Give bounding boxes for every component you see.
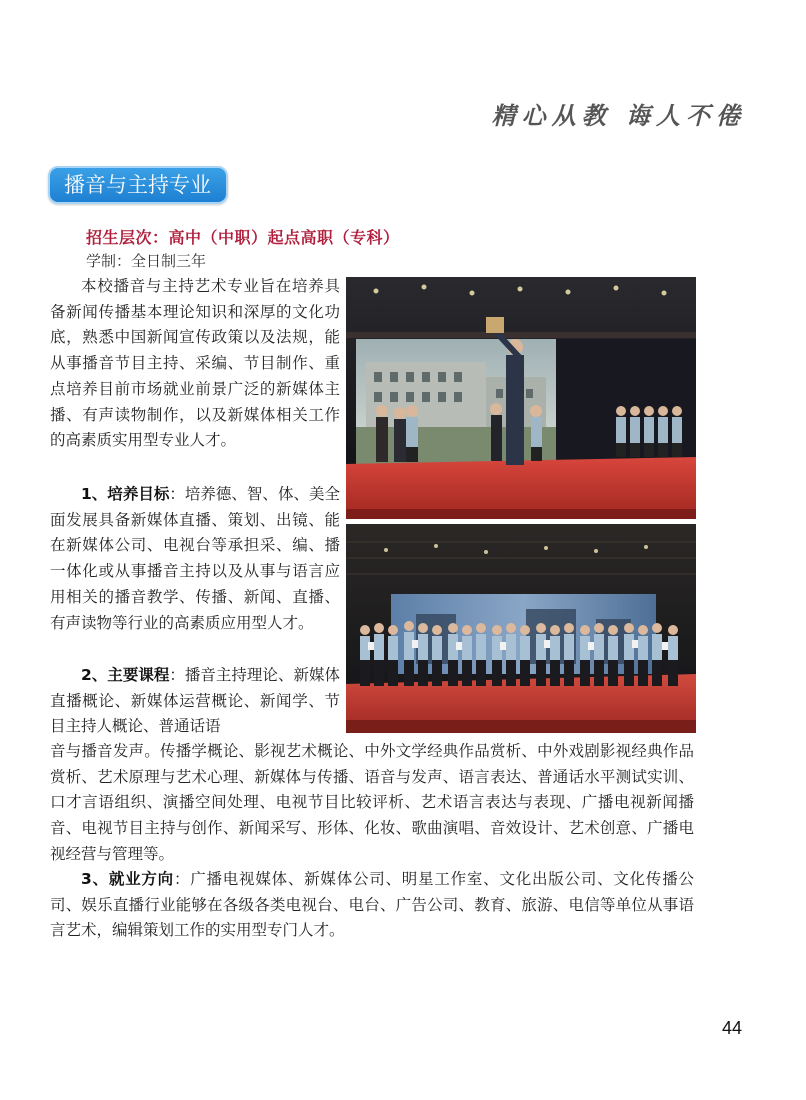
career-text: ：广播电视媒体、新媒体公司、明星工作室、文化出版公司、文化传播公司、娱乐直播行业能够在各级各类电视台、电台、广告公司、教育、旅游、电信等单位从事语言艺术，编辑策划工作的实用型专门人才。 (50, 870, 694, 940)
intro-paragraph (50, 274, 340, 454)
ensemble-performance-photo (346, 524, 696, 733)
goal-label: 1、培养目标 (81, 485, 170, 503)
goal-paragraph (50, 482, 340, 636)
career-paragraph (50, 867, 694, 944)
stage-performance-image (346, 277, 696, 519)
courses-text-continued: 音与播音发声。传播学概论、影视艺术概论、中外文学经典作品赏析、中外戏剧影视经典作品赏析、艺术原理与艺术心理、新媒体与传播、语音与发声、语言表达、普通话水平测试实训、口才言语组织、演播空间处理、电视节目比较评析、艺术语言表达与表现、广播电视新闻播音、电视节目主持与创作、新闻采写、形体、化妆、歌曲演唱、音效设计、艺术创意、广播电视经营与管理等。 (50, 742, 694, 863)
courses-paragraph-continued (50, 739, 694, 868)
courses-paragraph-start (50, 663, 340, 740)
study-duration: 学制：全日制三年 (86, 252, 207, 270)
career-label: 3、就业方向 (81, 870, 174, 888)
ensemble-performance-image (346, 524, 696, 733)
stage-performance-photo (346, 277, 696, 519)
intro-text: 本校播音与主持艺术专业旨在培养具备新闻传播基本理论知识和深厚的文化功底，熟悉中国新闻宣传政策以及法规，能从事播音节目主持、采编、节目制作、重点培养目前市场就业前景广泛的新媒体主播、有声读物制作，以及新媒体相关工作的高素质实用型专业人才。 (50, 277, 340, 450)
enrollment-level: 招生层次：高中（中职）起点高职（专科） (86, 228, 400, 247)
header-motto: 精心从教 诲人不倦 (491, 101, 746, 130)
section-title: 播音与主持专业 (48, 166, 228, 204)
page-number: 44 (721, 1018, 742, 1038)
goal-text: ：培养德、智、体、美全面发展具备新媒体直播、策划、出镜、能在新媒体公司、电视台等承担采、编、播一体化或从事播音主持以及从事与语言应用相关的播音教学、传播、新闻、直播、有声读物等行业的高素质应用型人才。 (50, 485, 340, 632)
courses-text-start: ：播音主持理论、新媒体直播概论、新媒体运营概论、新闻学、节目主持人概论、普通话语 (50, 666, 340, 736)
courses-label: 2、主要课程 (81, 666, 170, 684)
